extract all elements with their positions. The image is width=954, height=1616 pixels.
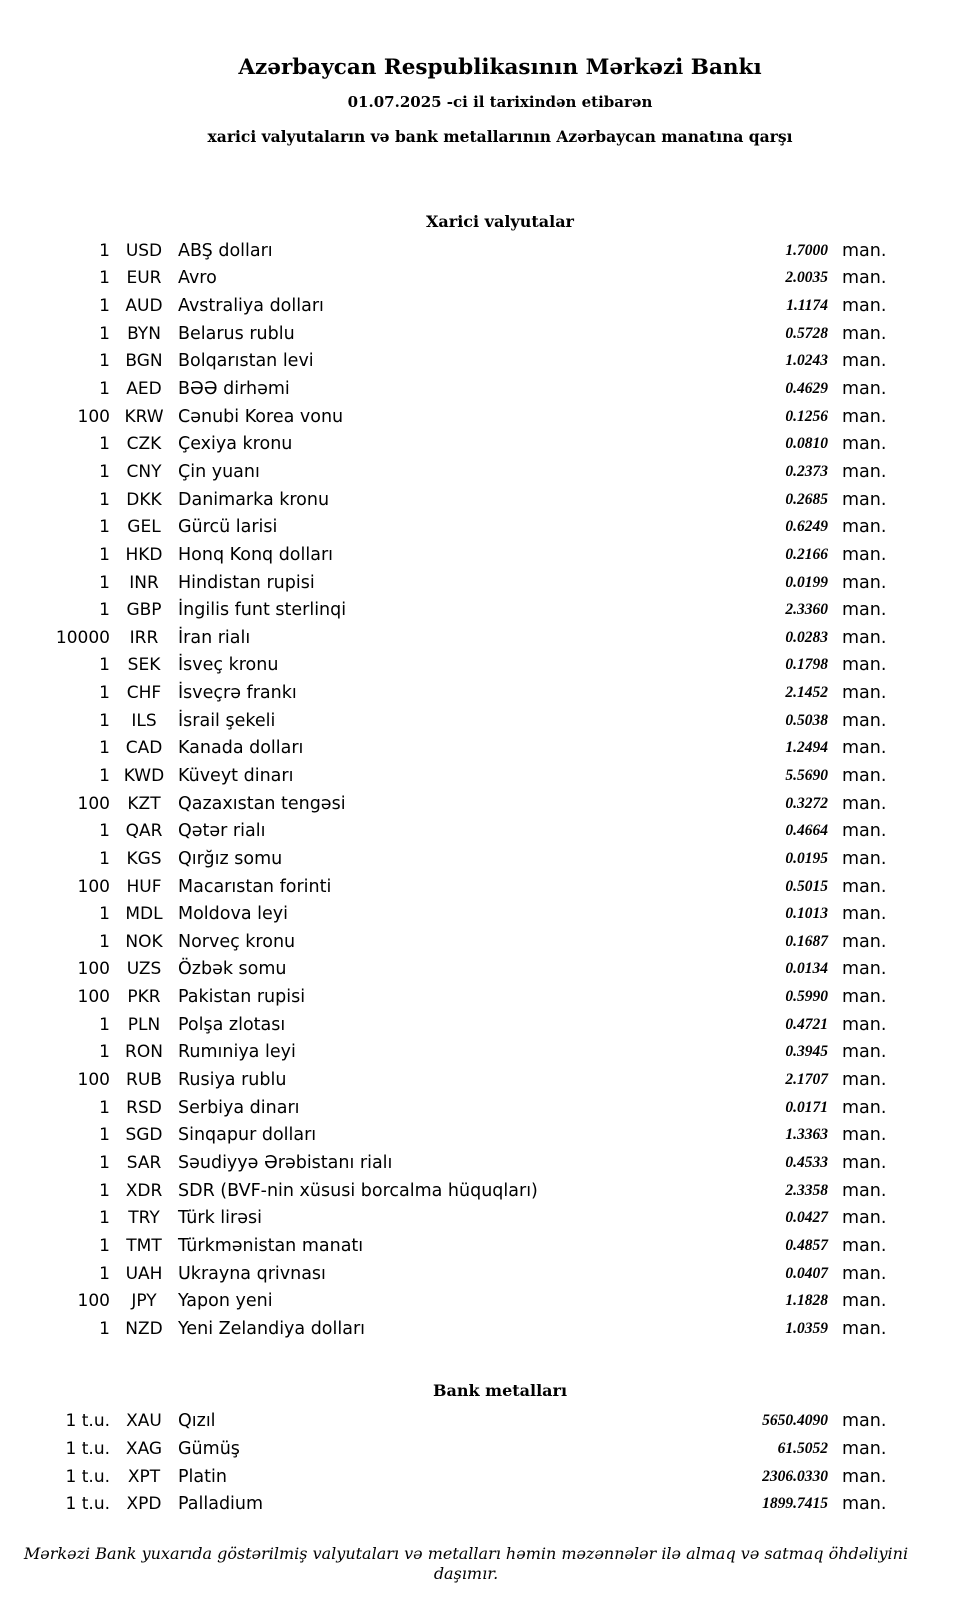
currency-code: KZT: [127, 793, 161, 814]
rate-value: 0.2373: [785, 462, 828, 480]
unit-label: man.: [842, 793, 887, 814]
rate-value: 2.3358: [785, 1181, 828, 1199]
rate-value: 0.4857: [785, 1236, 828, 1254]
currency-name: Bolqarıstan levi: [178, 351, 314, 372]
unit-label: man.: [842, 240, 887, 261]
table-row: [0, 707, 890, 735]
rate-value: 0.0810: [785, 435, 828, 453]
currency-name: Belarus rublu: [178, 323, 295, 344]
unit-label: man.: [842, 959, 887, 980]
currency-code: EUR: [126, 268, 162, 289]
rate-value: 1899.7415: [762, 1495, 828, 1513]
currency-code: BYN: [127, 323, 161, 344]
quantity: 1: [99, 296, 110, 317]
rate-value: 1.2494: [785, 739, 828, 757]
unit-label: man.: [842, 1097, 887, 1118]
currency-code: INR: [129, 572, 159, 593]
currency-code: BGN: [125, 351, 163, 372]
currency-name: Serbiya dinarı: [178, 1097, 300, 1118]
table-row: [0, 1260, 890, 1288]
rate-value: 0.0134: [785, 960, 828, 978]
rate-value: 1.1828: [785, 1292, 828, 1310]
unit-label: man.: [842, 765, 887, 786]
quantity: 1 t.u.: [65, 1466, 110, 1487]
quantity: 100: [77, 1070, 110, 1091]
quantity: 1: [99, 1014, 110, 1035]
table-row: [0, 430, 890, 458]
quantity: 100: [77, 876, 110, 897]
currency-code: KGS: [126, 848, 162, 869]
quantity: 10000: [55, 627, 110, 648]
currency-code: HUF: [126, 876, 162, 897]
quantity: 1: [99, 240, 110, 261]
rate-value: 1.7000: [785, 241, 828, 259]
unit-label: man.: [842, 489, 887, 510]
currency-code: TMT: [126, 1235, 162, 1256]
rate-value: 1.0243: [785, 352, 828, 370]
currency-name: Avro: [178, 268, 217, 289]
table-row: [0, 1066, 890, 1094]
currency-name: İsveç kronu: [178, 655, 279, 676]
quantity: 1: [99, 544, 110, 565]
currency-code: HKD: [125, 544, 163, 565]
quantity: 1: [99, 517, 110, 538]
table-row: [0, 1408, 890, 1436]
table-row: [0, 983, 890, 1011]
rate-value: 0.0283: [785, 628, 828, 646]
unit-label: man.: [842, 600, 887, 621]
table-row: [0, 790, 890, 818]
rate-value: 0.1256: [785, 407, 828, 425]
unit-label: man.: [842, 904, 887, 925]
currency-code: SGD: [125, 1125, 163, 1146]
quantity: 1: [99, 351, 110, 372]
table-row: [0, 1149, 890, 1177]
quantity: 100: [77, 987, 110, 1008]
rate-value: 0.1798: [785, 656, 828, 674]
currency-name: SDR (BVF-nin xüsusi borcalma hüquqları): [178, 1180, 538, 1201]
currency-code: AED: [126, 379, 162, 400]
currency-name: Norveç kronu: [178, 931, 296, 952]
currency-name: Qazaxıstan tengəsi: [178, 793, 346, 814]
table-row: [0, 1315, 890, 1343]
unit-label: man.: [842, 572, 887, 593]
unit-label: man.: [842, 1439, 887, 1460]
table-row: [0, 762, 890, 790]
currency-code: KRW: [124, 406, 164, 427]
quantity: 1: [99, 1208, 110, 1229]
unit-label: man.: [842, 627, 887, 648]
table-row: [0, 458, 890, 486]
unit-label: man.: [842, 876, 887, 897]
table-row: [0, 1435, 890, 1463]
table-row: [0, 541, 890, 569]
currency-code: DKK: [126, 489, 162, 510]
currency-name: Platin: [178, 1466, 227, 1487]
quantity: 1: [99, 1263, 110, 1284]
currency-code: GBP: [126, 600, 162, 621]
currency-code: XDR: [125, 1180, 163, 1201]
currency-code: CZK: [126, 434, 162, 455]
currency-code: QAR: [125, 821, 163, 842]
table-row: [0, 652, 890, 680]
metal-table: [0, 1408, 890, 1519]
rate-value: 2.1707: [785, 1071, 828, 1089]
currency-name: Çexiya kronu: [178, 434, 293, 455]
currency-name: Gümüş: [178, 1439, 240, 1460]
unit-label: man.: [842, 931, 887, 952]
rate-value: 1.3363: [785, 1126, 828, 1144]
currency-code: UAH: [125, 1263, 163, 1284]
table-row: [0, 1122, 890, 1150]
quantity: 1 t.u.: [65, 1411, 110, 1432]
quantity: 1 t.u.: [65, 1439, 110, 1460]
table-row: [0, 348, 890, 376]
currency-code: SEK: [127, 655, 161, 676]
currency-name: Danimarka kronu: [178, 489, 330, 510]
currency-name: Gürcü larisi: [178, 517, 278, 538]
table-row: [0, 845, 890, 873]
bank-title: Azərbaycan Respublikasının Mərkəzi Bankı: [238, 55, 762, 80]
rate-value: 2.1452: [785, 684, 828, 702]
quantity: 1 t.u.: [65, 1494, 110, 1515]
quantity: 1: [99, 765, 110, 786]
table-row: [0, 1039, 890, 1067]
unit-label: man.: [842, 821, 887, 842]
currency-name: Qızıl: [178, 1411, 216, 1432]
currency-name: İngilis funt sterlinqi: [178, 600, 347, 621]
table-row: [0, 624, 890, 652]
currency-name: Cənubi Korea vonu: [178, 406, 344, 427]
table-row: [0, 1094, 890, 1122]
currency-name: Küveyt dinarı: [178, 765, 294, 786]
currency-name: Pakistan rupisi: [178, 987, 306, 1008]
currency-name: Polşa zlotası: [178, 1014, 286, 1035]
disclaimer-text: Mərkəzi Bank yuxarıda göstərilmiş valyutaları və metalları həmin məzənnələr ilə almaq və satmaq öhdəliyini daşımır.: [23, 1544, 909, 1584]
quantity: 100: [77, 406, 110, 427]
currency-code: SAR: [126, 1152, 162, 1173]
table-row: [0, 1232, 890, 1260]
quantity: 1: [99, 1152, 110, 1173]
currency-name: Hindistan rupisi: [178, 572, 315, 593]
rate-value: 0.0407: [785, 1264, 828, 1282]
quantity: 1: [99, 1097, 110, 1118]
currency-code: RUB: [126, 1070, 162, 1091]
unit-label: man.: [842, 406, 887, 427]
currency-name: Avstraliya dolları: [178, 296, 324, 317]
rate-value: 1.1174: [786, 297, 828, 315]
currencies-section-title: Xarici valyutalar: [426, 212, 574, 231]
rate-value: 5650.4090: [762, 1412, 828, 1430]
currency-name: Yeni Zelandiya dolları: [178, 1318, 366, 1339]
unit-label: man.: [842, 379, 887, 400]
currency-name: Macarıstan forinti: [178, 876, 332, 897]
table-row: [0, 569, 890, 597]
currency-name: Türkmənistan manatı: [178, 1235, 364, 1256]
table-row: [0, 237, 890, 265]
quantity: 1: [99, 323, 110, 344]
unit-label: man.: [842, 517, 887, 538]
currency-name: Qətər rialı: [178, 821, 266, 842]
unit-label: man.: [842, 1318, 887, 1339]
rate-value: 0.1687: [785, 932, 828, 950]
table-row: [0, 1287, 890, 1315]
quantity: 1: [99, 655, 110, 676]
unit-label: man.: [842, 351, 887, 372]
quantity: 1: [99, 1180, 110, 1201]
rate-value: 0.0195: [785, 849, 828, 867]
unit-label: man.: [842, 1014, 887, 1035]
currency-code: IRR: [129, 627, 159, 648]
table-row: [0, 403, 890, 431]
unit-label: man.: [842, 296, 887, 317]
quantity: 1: [99, 904, 110, 925]
rate-value: 61.5052: [777, 1440, 828, 1458]
currency-name: Kanada dolları: [178, 738, 304, 759]
rate-value: 1.0359: [785, 1319, 828, 1337]
currency-name: Səudiyyə Ərəbistanı rialı: [178, 1152, 393, 1173]
unit-label: man.: [842, 738, 887, 759]
table-row: [0, 486, 890, 514]
quantity: 1: [99, 268, 110, 289]
currency-name: İran rialı: [178, 627, 251, 648]
currency-name: BƏƏ dirhəmi: [178, 379, 290, 400]
currency-code: KWD: [123, 765, 165, 786]
rate-value: 0.2685: [785, 490, 828, 508]
unit-label: man.: [842, 1291, 887, 1312]
quantity: 1: [99, 1042, 110, 1063]
currency-code: MDL: [125, 904, 163, 925]
unit-label: man.: [842, 1263, 887, 1284]
currency-name: Özbək somu: [178, 959, 287, 980]
unit-label: man.: [842, 1125, 887, 1146]
table-row: [0, 900, 890, 928]
metals-section-title: Bank metalları: [432, 1380, 568, 1400]
currency-code: RON: [125, 1042, 163, 1063]
unit-label: man.: [842, 1494, 887, 1515]
document-subtitle: xarici valyutaların və bank metallarının Azərbaycan manatına qarşı: [207, 127, 793, 146]
currency-name: Türk lirəsi: [178, 1208, 262, 1229]
currency-code: GEL: [127, 517, 161, 538]
table-row: [0, 1177, 890, 1205]
rate-value: 0.5990: [785, 988, 828, 1006]
rate-value: 0.4629: [785, 380, 828, 398]
table-row: [0, 928, 890, 956]
unit-label: man.: [842, 1235, 887, 1256]
rate-value: 0.3945: [785, 1043, 828, 1061]
currency-name: Honq Konq dolları: [178, 544, 334, 565]
currency-code: XAG: [125, 1439, 163, 1460]
currency-code: JPY: [131, 1291, 157, 1312]
table-row: [0, 265, 890, 293]
unit-label: man.: [842, 1411, 887, 1432]
currency-code: CHF: [126, 683, 162, 704]
quantity: 1: [99, 379, 110, 400]
quantity: 100: [77, 793, 110, 814]
table-row: [0, 873, 890, 901]
quantity: 1: [99, 931, 110, 952]
table-row: [0, 1463, 890, 1491]
quantity: 1: [99, 1235, 110, 1256]
currency-code: PLN: [127, 1014, 161, 1035]
table-row: [0, 1491, 890, 1519]
quantity: 1: [99, 600, 110, 621]
quantity: 1: [99, 710, 110, 731]
unit-label: man.: [842, 655, 887, 676]
currency-code: XAU: [126, 1411, 162, 1432]
rate-value: 0.4664: [785, 822, 828, 840]
rate-value: 0.2166: [785, 545, 828, 563]
currency-code: NZD: [125, 1318, 163, 1339]
currency-name: Çin yuanı: [178, 461, 260, 482]
quantity: 1: [99, 461, 110, 482]
table-row: [0, 375, 890, 403]
table-row: [0, 513, 890, 541]
quantity: 1: [99, 434, 110, 455]
unit-label: man.: [842, 268, 887, 289]
table-row: [0, 596, 890, 624]
currency-code: NOK: [125, 931, 163, 952]
rate-value: 0.0427: [785, 1209, 828, 1227]
table-row: [0, 817, 890, 845]
currency-name: Qırğız somu: [178, 848, 283, 869]
currency-name: Rusiya rublu: [178, 1070, 287, 1091]
quantity: 1: [99, 683, 110, 704]
currency-table: [0, 237, 890, 1343]
table-row: [0, 956, 890, 984]
table-row: [0, 1204, 890, 1232]
quantity: 100: [77, 959, 110, 980]
currency-code: XPT: [127, 1466, 161, 1487]
unit-label: man.: [842, 323, 887, 344]
unit-label: man.: [842, 683, 887, 704]
table-row: [0, 735, 890, 763]
quantity: 1: [99, 738, 110, 759]
currency-name: İsveçrə frankı: [178, 683, 297, 704]
currency-code: AUD: [125, 296, 163, 317]
unit-label: man.: [842, 1152, 887, 1173]
unit-label: man.: [842, 848, 887, 869]
currency-code: CNY: [126, 461, 162, 482]
quantity: 1: [99, 848, 110, 869]
currency-name: Yapon yeni: [178, 1291, 273, 1312]
currency-code: XPD: [126, 1494, 162, 1515]
currency-code: CAD: [125, 738, 163, 759]
currency-name: Sinqapur dolları: [178, 1125, 317, 1146]
currency-code: PKR: [127, 987, 161, 1008]
rate-value: 0.4721: [785, 1015, 828, 1033]
unit-label: man.: [842, 710, 887, 731]
quantity: 1: [99, 1125, 110, 1146]
rate-value: 0.5015: [785, 877, 828, 895]
unit-label: man.: [842, 987, 887, 1008]
currency-name: İsrail şekeli: [178, 710, 276, 731]
unit-label: man.: [842, 1042, 887, 1063]
rate-value: 5.5690: [785, 766, 828, 784]
unit-label: man.: [842, 434, 887, 455]
currency-code: UZS: [126, 959, 162, 980]
table-row: [0, 679, 890, 707]
quantity: 1: [99, 1318, 110, 1339]
rate-value: 2306.0330: [762, 1467, 828, 1485]
currency-name: ABŞ dolları: [178, 240, 273, 261]
currency-name: Moldova leyi: [178, 904, 288, 925]
effective-date-line: 01.07.2025 -ci il tarixindən etibarən: [347, 93, 653, 111]
quantity: 1: [99, 572, 110, 593]
table-row: [0, 292, 890, 320]
currency-code: RSD: [126, 1097, 162, 1118]
rate-value: 0.0171: [785, 1098, 828, 1116]
table-row: [0, 320, 890, 348]
currency-name: Rumıniya leyi: [178, 1042, 296, 1063]
rate-value: 0.5728: [785, 324, 828, 342]
rate-value: 0.1013: [785, 905, 828, 923]
unit-label: man.: [842, 1208, 887, 1229]
rate-value: 2.0035: [785, 269, 828, 287]
rate-value: 0.6249: [785, 518, 828, 536]
currency-code: TRY: [128, 1208, 160, 1229]
unit-label: man.: [842, 1070, 887, 1091]
currency-name: Palladium: [178, 1494, 264, 1515]
rate-value: 0.5038: [785, 711, 828, 729]
unit-label: man.: [842, 544, 887, 565]
table-row: [0, 1011, 890, 1039]
currency-code: USD: [125, 240, 163, 261]
quantity: 1: [99, 489, 110, 510]
rate-value: 0.4533: [785, 1153, 828, 1171]
currency-code: ILS: [131, 710, 157, 731]
unit-label: man.: [842, 1466, 887, 1487]
rate-value: 0.0199: [785, 573, 828, 591]
quantity: 100: [77, 1291, 110, 1312]
quantity: 1: [99, 821, 110, 842]
unit-label: man.: [842, 1180, 887, 1201]
unit-label: man.: [842, 461, 887, 482]
currency-name: Ukrayna qrivnası: [178, 1263, 326, 1284]
rate-value: 0.3272: [785, 794, 828, 812]
rate-value: 2.3360: [785, 601, 828, 619]
